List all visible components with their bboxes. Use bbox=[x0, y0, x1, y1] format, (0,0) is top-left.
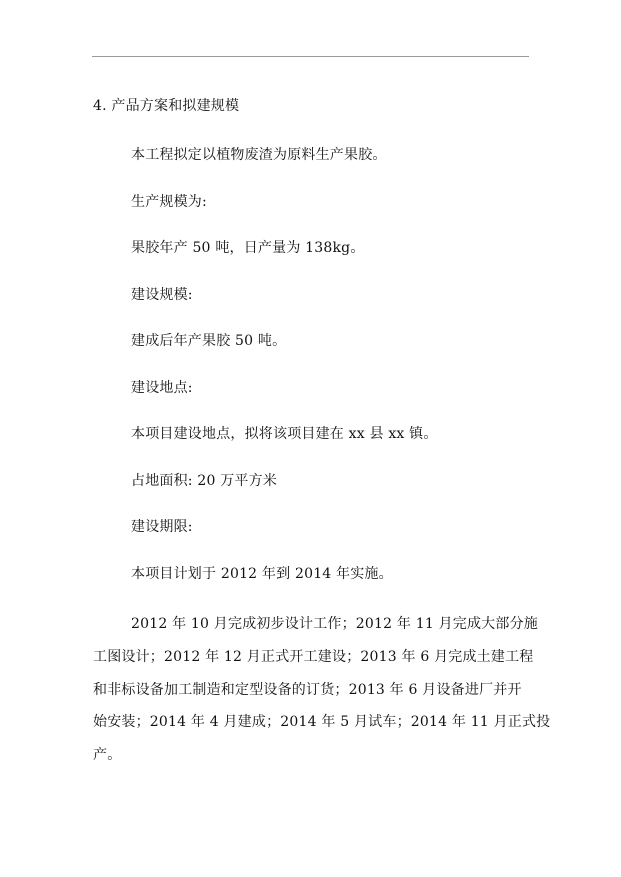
schedule-line: 2012 年 10 月完成初步设计工作；2012 年 11 月完成大部分施 bbox=[131, 616, 538, 632]
paragraph-raw-material: 本工程拟定以植物废渣为原料生产果胶。 bbox=[131, 147, 387, 163]
section-heading: 4. 产品方案和拟建规模 bbox=[93, 98, 240, 114]
label-construction-period: 建设期限: bbox=[131, 519, 193, 535]
schedule-line: 产。 bbox=[93, 747, 122, 763]
paragraph-site-location: 本项目建设地点，拟将该项目建在 xx 县 xx 镇。 bbox=[131, 426, 438, 442]
header-rule bbox=[92, 56, 529, 57]
paragraph-annual-output: 果胶年产 50 吨，日产量为 138kg。 bbox=[131, 240, 365, 256]
label-production-scale: 生产规模为: bbox=[131, 194, 207, 210]
schedule-line: 始安装；2014 年 4 月建成；2014 年 5 月试车；2014 年 11 月正式投 bbox=[93, 714, 551, 730]
paragraph-completed-output: 建成后年产果胶 50 吨。 bbox=[131, 333, 287, 349]
label-construction-scale: 建设规模: bbox=[131, 287, 193, 303]
paragraph-land-area: 占地面积: 20 万平方米 bbox=[131, 473, 278, 489]
schedule-line: 工图设计；2012 年 12 月正式开工建设；2013 年 6 月完成土建工程 bbox=[93, 649, 534, 665]
schedule-line: 和非标设备加工制造和定型设备的订货；2013 年 6 月设备进厂并开 bbox=[93, 682, 522, 698]
label-construction-site: 建设地点: bbox=[131, 380, 193, 396]
paragraph-implementation: 本项目计划于 2012 年到 2014 年实施。 bbox=[131, 566, 393, 582]
